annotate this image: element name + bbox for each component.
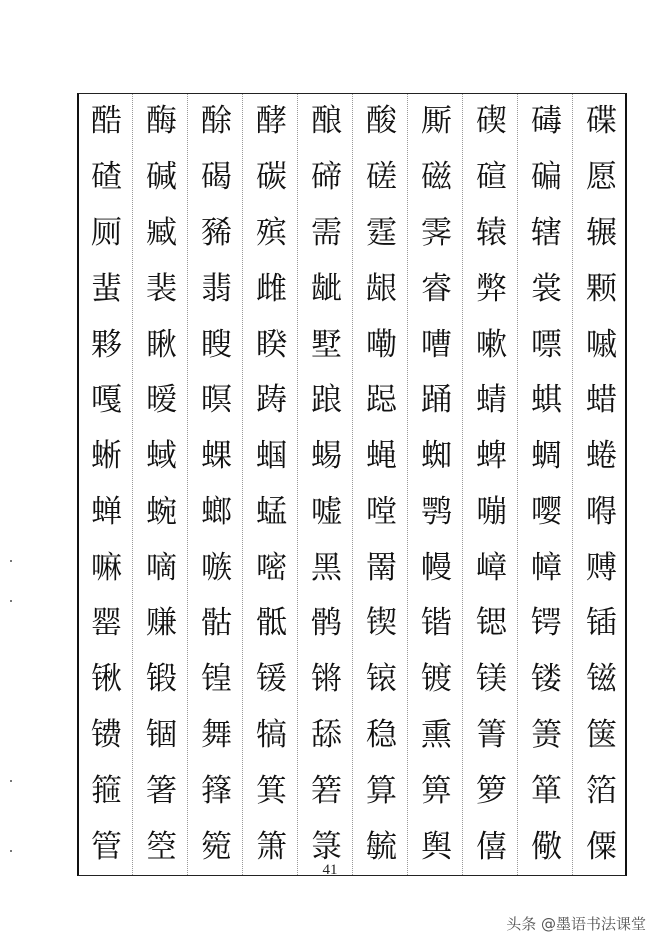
column-divider	[407, 94, 408, 875]
character-cell: 豨	[201, 214, 232, 251]
character-cell: 幔	[421, 549, 452, 586]
character-cell: 暧	[146, 382, 177, 419]
character-cell: 踉	[311, 382, 342, 419]
character-cell: 蜷	[586, 438, 617, 475]
character-cell: 锾	[256, 661, 287, 698]
character-cell: 蝇	[366, 438, 397, 475]
character-cell: 赚	[146, 605, 177, 642]
character-cell: 嗾	[201, 549, 232, 586]
column-divider	[297, 94, 298, 875]
character-cell: 蜡	[586, 382, 617, 419]
character-cell: 箍	[91, 772, 122, 809]
character-cell: 嘚	[586, 493, 617, 530]
character-cell: 儆	[531, 828, 562, 865]
character-cell: 箫	[256, 828, 287, 865]
character-cell: 踌	[256, 382, 287, 419]
character-cell: 幛	[531, 549, 562, 586]
column-divider	[517, 94, 518, 875]
character-cell: 舞	[201, 717, 232, 754]
character-cell: 雌	[256, 270, 287, 307]
character-cell: 酵	[256, 103, 287, 140]
character-cell: 黑	[311, 549, 342, 586]
character-cell: 睿	[421, 270, 452, 307]
character-cell: 夥	[91, 326, 122, 363]
character-cell: 霆	[366, 214, 397, 251]
character-cell: 蜢	[256, 493, 287, 530]
character-cell: 墅	[311, 326, 342, 363]
character-cell: 稳	[366, 717, 397, 754]
character-cell: 舔	[311, 717, 342, 754]
character-cell: 锢	[146, 717, 177, 754]
character-cell: 龈	[366, 270, 397, 307]
character-cell: 镂	[531, 661, 562, 698]
character-cell: 碶	[476, 103, 507, 140]
character-cell: 需	[311, 214, 342, 251]
page-number: 41	[322, 862, 338, 878]
column-divider	[187, 94, 188, 875]
character-cell: 碲	[311, 159, 342, 196]
character-cell: 嘀	[146, 549, 177, 586]
character-cell: 嘛	[91, 549, 122, 586]
column-divider	[242, 94, 243, 875]
character-cell: 酷	[91, 103, 122, 140]
character-cell: 箬	[311, 772, 342, 809]
character-cell: 蜘	[421, 438, 452, 475]
character-cell: 酿	[311, 103, 342, 140]
character-cell: 箓	[311, 828, 342, 865]
character-cell: 锹	[91, 661, 122, 698]
character-cell: 僖	[476, 828, 507, 865]
character-cell: 箔	[586, 772, 617, 809]
character-cell: 碥	[531, 159, 562, 196]
character-cell: 蝉	[91, 493, 122, 530]
character-cell: 暝	[201, 382, 232, 419]
character-cell: 箨	[201, 772, 232, 809]
character-cell: 嘡	[366, 493, 397, 530]
character-cell: 管	[91, 828, 122, 865]
character-cell: 熏	[421, 717, 452, 754]
character-cell: 锽	[201, 661, 232, 698]
character-cell: 算	[366, 772, 397, 809]
character-cell: 碡	[531, 103, 562, 140]
character-cell: 臧	[146, 214, 177, 251]
character-cell: 愿	[586, 159, 617, 196]
character-cell: 裳	[531, 270, 562, 307]
character-cell: 蜞	[531, 382, 562, 419]
character-cell: 嘈	[421, 326, 452, 363]
character-cell: 瞅	[146, 326, 177, 363]
character-cell: 镄	[91, 717, 122, 754]
character-cell: 骶	[256, 605, 287, 642]
character-cell: 锲	[366, 605, 397, 642]
character-cell: 嘤	[531, 493, 562, 530]
character-cell: 毓	[366, 828, 397, 865]
character-cell: 箐	[476, 717, 507, 754]
character-cell: 殡	[256, 214, 287, 251]
character-cell: 瞍	[201, 326, 232, 363]
character-cell: 蝈	[256, 438, 287, 475]
character-cell: 蜿	[146, 493, 177, 530]
character-cell: 嗽	[476, 326, 507, 363]
character-cell: 蜻	[476, 382, 507, 419]
character-cell: 蜱	[476, 438, 507, 475]
character-cell: 颗	[586, 270, 617, 307]
character-cell: 碳	[256, 159, 287, 196]
character-cell: 犒	[256, 717, 287, 754]
margin-marks	[10, 560, 12, 860]
character-cell: 碱	[146, 159, 177, 196]
character-cell: 磋	[366, 159, 397, 196]
character-cell: 锸	[586, 605, 617, 642]
character-cell: 锴	[421, 605, 452, 642]
character-cell: 厮	[421, 103, 452, 140]
character-cell: 罱	[366, 549, 397, 586]
character-cell: 螂	[201, 493, 232, 530]
character-cell: 箦	[531, 717, 562, 754]
character-cell: 箅	[421, 772, 452, 809]
character-cell: 跽	[366, 382, 397, 419]
character-cell: 箸	[146, 772, 177, 809]
character-cell: 酶	[146, 103, 177, 140]
character-cell: 碣	[201, 159, 232, 196]
character-cell: 箧	[586, 717, 617, 754]
character-cell: 罂	[91, 605, 122, 642]
character-cell: 嘎	[91, 382, 122, 419]
character-grid	[77, 93, 627, 876]
character-cell: 蜚	[91, 270, 122, 307]
character-cell: 鹗	[421, 493, 452, 530]
character-cell: 锵	[311, 661, 342, 698]
character-cell: 嘧	[256, 549, 287, 586]
character-cell: 僳	[586, 828, 617, 865]
character-cell: 裴	[146, 270, 177, 307]
character-cell: 嘁	[586, 326, 617, 363]
character-cell: 蜾	[201, 438, 232, 475]
character-cell: 嘘	[311, 493, 342, 530]
character-cell: 厕	[91, 214, 122, 251]
character-cell: 碟	[586, 103, 617, 140]
character-cell: 踊	[421, 382, 452, 419]
character-cell: 蜩	[531, 438, 562, 475]
character-cell: 磁	[421, 159, 452, 196]
character-cell: 箪	[531, 772, 562, 809]
character-cell: 箜	[146, 828, 177, 865]
character-cell: 辖	[531, 214, 562, 251]
column-divider	[132, 94, 133, 875]
character-cell: 辕	[476, 214, 507, 251]
column-divider	[352, 94, 353, 875]
column-divider	[462, 94, 463, 875]
character-cell: 锻	[146, 661, 177, 698]
character-cell: 镀	[421, 661, 452, 698]
column-divider	[572, 94, 573, 875]
character-cell: 嘣	[476, 493, 507, 530]
character-cell: 碹	[476, 159, 507, 196]
character-cell: 酸	[366, 103, 397, 140]
character-cell: 蜮	[146, 438, 177, 475]
character-cell: 碴	[91, 159, 122, 196]
character-cell: 舆	[421, 828, 452, 865]
character-cell: 嘞	[366, 326, 397, 363]
character-cell: 锶	[476, 605, 507, 642]
character-cell: 箢	[201, 828, 232, 865]
character-cell: 蜥	[91, 438, 122, 475]
character-cell: 箩	[476, 772, 507, 809]
character-cell: 鹘	[311, 605, 342, 642]
character-cell: 锷	[531, 605, 562, 642]
character-cell: 蜴	[311, 438, 342, 475]
character-cell: 霁	[421, 214, 452, 251]
character-cell: 骷	[201, 605, 232, 642]
character-cell: 箕	[256, 772, 287, 809]
character-cell: 龇	[311, 270, 342, 307]
character-cell: 镁	[476, 661, 507, 698]
character-cell: 辗	[586, 214, 617, 251]
character-cell: 锿	[366, 661, 397, 698]
character-cell: 弊	[476, 270, 507, 307]
character-cell: 镃	[586, 661, 617, 698]
character-cell: 酴	[201, 103, 232, 140]
character-cell: 赙	[586, 549, 617, 586]
watermark-text: 头条 @墨语书法课堂	[506, 915, 646, 933]
character-cell: 嘌	[531, 326, 562, 363]
character-cell: 睽	[256, 326, 287, 363]
character-cell: 翡	[201, 270, 232, 307]
character-cell: 嶂	[476, 549, 507, 586]
